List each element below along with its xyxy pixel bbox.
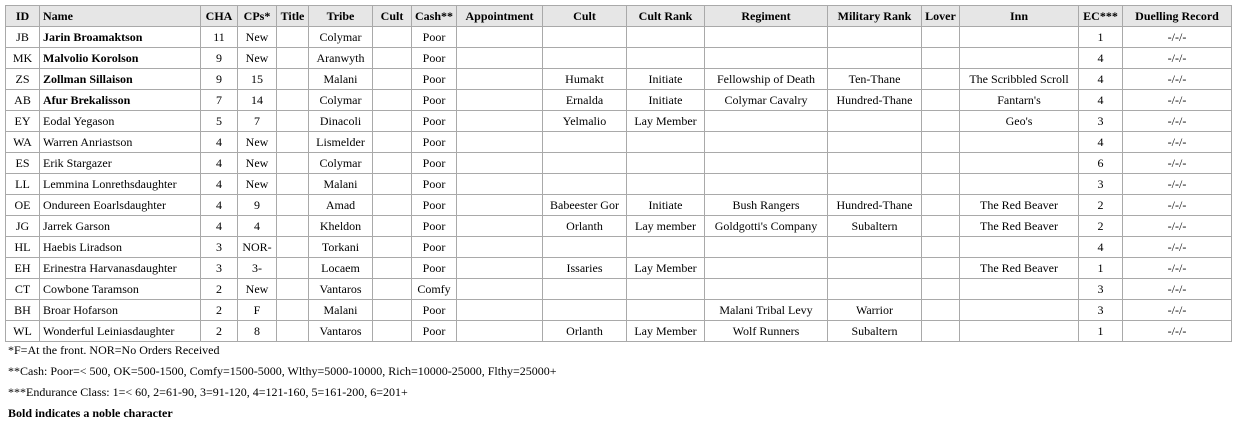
- table-cell: 4: [1079, 237, 1123, 258]
- table-cell: [277, 216, 309, 237]
- table-cell: [373, 279, 412, 300]
- table-cell: 4: [201, 195, 238, 216]
- table-cell: [373, 174, 412, 195]
- table-cell: Broar Hofarson: [40, 300, 201, 321]
- table-cell: [922, 111, 960, 132]
- table-cell: -/-/-: [1123, 90, 1232, 111]
- table-cell: [627, 48, 705, 69]
- table-cell: Poor: [412, 195, 457, 216]
- table-cell: [543, 300, 627, 321]
- table-row: [6, 111, 1232, 132]
- table-cell: Initiate: [627, 90, 705, 111]
- table-cell: [922, 132, 960, 153]
- table-cell: -/-/-: [1123, 321, 1232, 342]
- table-cell: [922, 279, 960, 300]
- table-cell: [705, 279, 828, 300]
- table-cell: The Red Beaver: [960, 258, 1079, 279]
- table-cell: 4: [238, 216, 277, 237]
- table-cell: -/-/-: [1123, 27, 1232, 48]
- table-cell: [543, 132, 627, 153]
- table-cell: Wonderful Leiniasdaughter: [40, 321, 201, 342]
- table-cell: -/-/-: [1123, 195, 1232, 216]
- table-cell: [457, 69, 543, 90]
- column-header: ID: [6, 6, 40, 27]
- table-cell: Poor: [412, 48, 457, 69]
- table-cell: [960, 27, 1079, 48]
- footnotes: [8, 340, 557, 424]
- table-cell: [960, 300, 1079, 321]
- table-cell: [627, 237, 705, 258]
- table-cell: Geo's: [960, 111, 1079, 132]
- table-cell: Initiate: [627, 69, 705, 90]
- table-cell: [457, 237, 543, 258]
- table-row: [6, 90, 1232, 111]
- table-cell: [922, 48, 960, 69]
- table-cell: Ernalda: [543, 90, 627, 111]
- table-cell: Vantaros: [309, 321, 373, 342]
- table-cell: Torkani: [309, 237, 373, 258]
- table-cell: [960, 48, 1079, 69]
- table-cell: -/-/-: [1123, 153, 1232, 174]
- column-header: Cult Rank: [627, 6, 705, 27]
- note-cash: **Cash: Poor=< 500, OK=500-1500, Comfy=1500-5000, Wlthy=5000-10000, Rich=10000-25000, Flthy=25000+: [8, 364, 557, 378]
- table-cell: Yelmalio: [543, 111, 627, 132]
- table-cell: 4: [1079, 132, 1123, 153]
- table-cell: Warren Anriastson: [40, 132, 201, 153]
- column-header: CPs*: [238, 6, 277, 27]
- table-cell: [627, 174, 705, 195]
- table-cell: 3: [1079, 111, 1123, 132]
- table-cell: JB: [6, 27, 40, 48]
- table-cell: [373, 216, 412, 237]
- table-cell: 4: [1079, 69, 1123, 90]
- table-cell: [457, 48, 543, 69]
- table-cell: [705, 48, 828, 69]
- table-cell: Malani: [309, 300, 373, 321]
- table-cell: [960, 279, 1079, 300]
- table-cell: Poor: [412, 237, 457, 258]
- note-bold: Bold indicates a noble character: [8, 406, 173, 420]
- table-cell: OE: [6, 195, 40, 216]
- table-cell: HL: [6, 237, 40, 258]
- table-cell: Locaem: [309, 258, 373, 279]
- table-cell: Lay Member: [627, 111, 705, 132]
- column-header: Lover: [922, 6, 960, 27]
- table-cell: Subaltern: [828, 216, 922, 237]
- table-body: [6, 27, 1232, 342]
- column-header: Cult: [543, 6, 627, 27]
- table-cell: Malvolio Korolson: [40, 48, 201, 69]
- table-cell: 4: [1079, 90, 1123, 111]
- table-cell: Eodal Yegason: [40, 111, 201, 132]
- column-header: EC***: [1079, 6, 1123, 27]
- table-row: [6, 300, 1232, 321]
- table-row: [6, 48, 1232, 69]
- table-cell: Poor: [412, 300, 457, 321]
- table-cell: [373, 27, 412, 48]
- table-cell: New: [238, 174, 277, 195]
- table-cell: [457, 90, 543, 111]
- table-cell: [828, 258, 922, 279]
- table-cell: ZS: [6, 69, 40, 90]
- table-cell: Poor: [412, 132, 457, 153]
- table-cell: Fellowship of Death: [705, 69, 828, 90]
- column-header: CHA: [201, 6, 238, 27]
- table-cell: Jarrek Garson: [40, 216, 201, 237]
- table-cell: 4: [1079, 48, 1123, 69]
- table-cell: [922, 27, 960, 48]
- table-cell: [457, 195, 543, 216]
- table-cell: 1: [1079, 321, 1123, 342]
- table-row: [6, 237, 1232, 258]
- table-cell: [277, 321, 309, 342]
- table-cell: Jarin Broamaktson: [40, 27, 201, 48]
- table-cell: Amad: [309, 195, 373, 216]
- table-cell: Colymar Cavalry: [705, 90, 828, 111]
- table-cell: Poor: [412, 174, 457, 195]
- table-cell: [922, 258, 960, 279]
- table-row: [6, 69, 1232, 90]
- table-cell: [705, 132, 828, 153]
- table-cell: Malani Tribal Levy: [705, 300, 828, 321]
- table-cell: -/-/-: [1123, 132, 1232, 153]
- table-cell: [543, 153, 627, 174]
- table-cell: Poor: [412, 153, 457, 174]
- note-endurance: ***Endurance Class: 1=< 60, 2=61-90, 3=91-120, 4=121-160, 5=161-200, 6=201+: [8, 385, 408, 399]
- table-cell: Lay Member: [627, 321, 705, 342]
- table-cell: 9: [201, 48, 238, 69]
- table-cell: 2: [1079, 216, 1123, 237]
- table-row: [6, 195, 1232, 216]
- table-cell: Colymar: [309, 27, 373, 48]
- table-cell: 3: [1079, 174, 1123, 195]
- column-header: Cult: [373, 6, 412, 27]
- table-cell: [828, 48, 922, 69]
- table-cell: 5: [201, 111, 238, 132]
- table-row: [6, 279, 1232, 300]
- table-cell: Afur Brekalisson: [40, 90, 201, 111]
- table-row: [6, 132, 1232, 153]
- table-cell: [960, 132, 1079, 153]
- table-row: [6, 153, 1232, 174]
- table-cell: 2: [1079, 195, 1123, 216]
- table-cell: Orlanth: [543, 321, 627, 342]
- table-cell: 3: [1079, 279, 1123, 300]
- table-cell: CT: [6, 279, 40, 300]
- table-cell: 3: [1079, 300, 1123, 321]
- table-cell: [277, 300, 309, 321]
- table-cell: [922, 69, 960, 90]
- table-cell: [277, 48, 309, 69]
- table-cell: 4: [201, 174, 238, 195]
- table-cell: 8: [238, 321, 277, 342]
- table-cell: [373, 195, 412, 216]
- table-cell: Fantarn's: [960, 90, 1079, 111]
- table-cell: [277, 153, 309, 174]
- table-cell: BH: [6, 300, 40, 321]
- table-cell: F: [238, 300, 277, 321]
- table-cell: Haebis Liradson: [40, 237, 201, 258]
- table-cell: Lay Member: [627, 258, 705, 279]
- table-cell: [457, 279, 543, 300]
- table-cell: 9: [238, 195, 277, 216]
- table-cell: Wolf Runners: [705, 321, 828, 342]
- table-cell: 11: [201, 27, 238, 48]
- table-cell: 4: [201, 153, 238, 174]
- table-cell: 6: [1079, 153, 1123, 174]
- table-cell: [922, 174, 960, 195]
- table-cell: [705, 174, 828, 195]
- table-cell: Issaries: [543, 258, 627, 279]
- table-cell: [960, 237, 1079, 258]
- table-cell: -/-/-: [1123, 48, 1232, 69]
- table-cell: [543, 48, 627, 69]
- table-cell: [277, 195, 309, 216]
- table-cell: 2: [201, 300, 238, 321]
- table-cell: Malani: [309, 174, 373, 195]
- table-cell: 3-: [238, 258, 277, 279]
- column-header: Duelling Record: [1123, 6, 1232, 27]
- table-cell: [277, 132, 309, 153]
- table-cell: [922, 195, 960, 216]
- table-cell: EY: [6, 111, 40, 132]
- table-cell: 7: [238, 111, 277, 132]
- table-cell: ES: [6, 153, 40, 174]
- table-cell: New: [238, 27, 277, 48]
- table-cell: [373, 300, 412, 321]
- table-cell: [457, 132, 543, 153]
- table-cell: 4: [201, 216, 238, 237]
- table-cell: Kheldon: [309, 216, 373, 237]
- table-cell: [705, 27, 828, 48]
- table-cell: [627, 27, 705, 48]
- table-cell: [457, 174, 543, 195]
- table-cell: Poor: [412, 321, 457, 342]
- table-cell: -/-/-: [1123, 279, 1232, 300]
- table-cell: [277, 237, 309, 258]
- table-cell: Poor: [412, 258, 457, 279]
- table-cell: 15: [238, 69, 277, 90]
- table-cell: Goldgotti's Company: [705, 216, 828, 237]
- table-cell: Orlanth: [543, 216, 627, 237]
- table-cell: New: [238, 132, 277, 153]
- table-cell: -/-/-: [1123, 300, 1232, 321]
- table-cell: 2: [201, 321, 238, 342]
- table-cell: [277, 174, 309, 195]
- table-cell: 9: [201, 69, 238, 90]
- table-cell: Hundred-Thane: [828, 195, 922, 216]
- table-cell: Poor: [412, 216, 457, 237]
- table-cell: [457, 258, 543, 279]
- table-cell: [277, 279, 309, 300]
- table-cell: EH: [6, 258, 40, 279]
- table-cell: [828, 153, 922, 174]
- table-cell: Poor: [412, 111, 457, 132]
- table-cell: Zollman Sillaison: [40, 69, 201, 90]
- table-cell: New: [238, 279, 277, 300]
- table-cell: [277, 69, 309, 90]
- table-cell: [277, 27, 309, 48]
- table-cell: [373, 237, 412, 258]
- table-cell: 1: [1079, 258, 1123, 279]
- table-cell: NOR-: [238, 237, 277, 258]
- table-cell: The Red Beaver: [960, 216, 1079, 237]
- table-cell: LL: [6, 174, 40, 195]
- table-cell: [373, 153, 412, 174]
- table-cell: [828, 111, 922, 132]
- table-cell: Subaltern: [828, 321, 922, 342]
- header-row: [6, 6, 1232, 27]
- table-cell: [373, 48, 412, 69]
- table-cell: [457, 321, 543, 342]
- table-cell: Vantaros: [309, 279, 373, 300]
- table-cell: Erik Stargazer: [40, 153, 201, 174]
- table-cell: [922, 300, 960, 321]
- table-cell: [457, 216, 543, 237]
- table-cell: [627, 132, 705, 153]
- table-cell: [543, 279, 627, 300]
- table-cell: [543, 27, 627, 48]
- table-cell: 3: [201, 258, 238, 279]
- table-cell: Comfy: [412, 279, 457, 300]
- table-cell: Erinestra Harvanasdaughter: [40, 258, 201, 279]
- table-cell: [705, 153, 828, 174]
- table-cell: Malani: [309, 69, 373, 90]
- table-cell: [828, 174, 922, 195]
- table-cell: [960, 153, 1079, 174]
- table-cell: [922, 321, 960, 342]
- table-cell: [277, 258, 309, 279]
- table-cell: Humakt: [543, 69, 627, 90]
- table-header: [6, 6, 1232, 27]
- table-row: [6, 174, 1232, 195]
- table-cell: [828, 279, 922, 300]
- table-row: [6, 321, 1232, 342]
- table-cell: [828, 132, 922, 153]
- table-cell: Dinacoli: [309, 111, 373, 132]
- table-cell: The Scribbled Scroll: [960, 69, 1079, 90]
- table-cell: Cowbone Taramson: [40, 279, 201, 300]
- table-cell: -/-/-: [1123, 174, 1232, 195]
- table-cell: [373, 132, 412, 153]
- column-header: Cash**: [412, 6, 457, 27]
- table-cell: Hundred-Thane: [828, 90, 922, 111]
- table-cell: [373, 111, 412, 132]
- table-cell: 7: [201, 90, 238, 111]
- table-cell: [457, 111, 543, 132]
- table-cell: 4: [201, 132, 238, 153]
- roster-table: [5, 5, 1232, 342]
- table-cell: [457, 300, 543, 321]
- table-cell: [627, 153, 705, 174]
- table-cell: Lemmina Lonrethsdaughter: [40, 174, 201, 195]
- table-cell: [922, 216, 960, 237]
- table-cell: [277, 111, 309, 132]
- note-cps: *F=At the front. NOR=No Orders Received: [8, 343, 220, 357]
- table-cell: -/-/-: [1123, 258, 1232, 279]
- table-cell: [543, 174, 627, 195]
- table-cell: 2: [201, 279, 238, 300]
- table-cell: AB: [6, 90, 40, 111]
- table-cell: [705, 258, 828, 279]
- column-header: Inn: [960, 6, 1079, 27]
- table-cell: Bush Rangers: [705, 195, 828, 216]
- table-cell: -/-/-: [1123, 111, 1232, 132]
- table-cell: -/-/-: [1123, 216, 1232, 237]
- table-cell: Colymar: [309, 153, 373, 174]
- table-cell: Ondureen Eoarlsdaughter: [40, 195, 201, 216]
- column-header: Name: [40, 6, 201, 27]
- table-cell: [828, 27, 922, 48]
- table-cell: [373, 69, 412, 90]
- column-header: Appointment: [457, 6, 543, 27]
- table-cell: -/-/-: [1123, 237, 1232, 258]
- table-cell: Lay member: [627, 216, 705, 237]
- table-cell: [373, 321, 412, 342]
- table-cell: 14: [238, 90, 277, 111]
- table-cell: MK: [6, 48, 40, 69]
- table-cell: [960, 174, 1079, 195]
- table-cell: -/-/-: [1123, 69, 1232, 90]
- table-cell: 3: [201, 237, 238, 258]
- table-cell: [705, 237, 828, 258]
- column-header: Regiment: [705, 6, 828, 27]
- table-cell: [277, 90, 309, 111]
- table-cell: [922, 237, 960, 258]
- table-cell: [705, 111, 828, 132]
- table-cell: New: [238, 48, 277, 69]
- table-cell: 1: [1079, 27, 1123, 48]
- table-cell: [828, 237, 922, 258]
- table-cell: [457, 153, 543, 174]
- table-row: [6, 258, 1232, 279]
- table-cell: Ten-Thane: [828, 69, 922, 90]
- table-cell: WL: [6, 321, 40, 342]
- table-cell: JG: [6, 216, 40, 237]
- column-header: Tribe: [309, 6, 373, 27]
- table-cell: [627, 279, 705, 300]
- table-cell: [373, 258, 412, 279]
- table-cell: [543, 237, 627, 258]
- table-cell: Poor: [412, 90, 457, 111]
- table-cell: Lismelder: [309, 132, 373, 153]
- table-cell: [960, 321, 1079, 342]
- column-header: Title: [277, 6, 309, 27]
- table-cell: Babeester Gor: [543, 195, 627, 216]
- table-cell: Aranwyth: [309, 48, 373, 69]
- table-cell: WA: [6, 132, 40, 153]
- table-cell: [922, 90, 960, 111]
- table-cell: New: [238, 153, 277, 174]
- table-cell: [922, 153, 960, 174]
- table-cell: The Red Beaver: [960, 195, 1079, 216]
- table-cell: [627, 300, 705, 321]
- table-cell: Poor: [412, 69, 457, 90]
- table-cell: Poor: [412, 27, 457, 48]
- column-header: Military Rank: [828, 6, 922, 27]
- table-cell: [457, 27, 543, 48]
- table-row: [6, 216, 1232, 237]
- table-cell: Colymar: [309, 90, 373, 111]
- table-row: [6, 27, 1232, 48]
- table-cell: Warrior: [828, 300, 922, 321]
- table-cell: Initiate: [627, 195, 705, 216]
- table-cell: [373, 90, 412, 111]
